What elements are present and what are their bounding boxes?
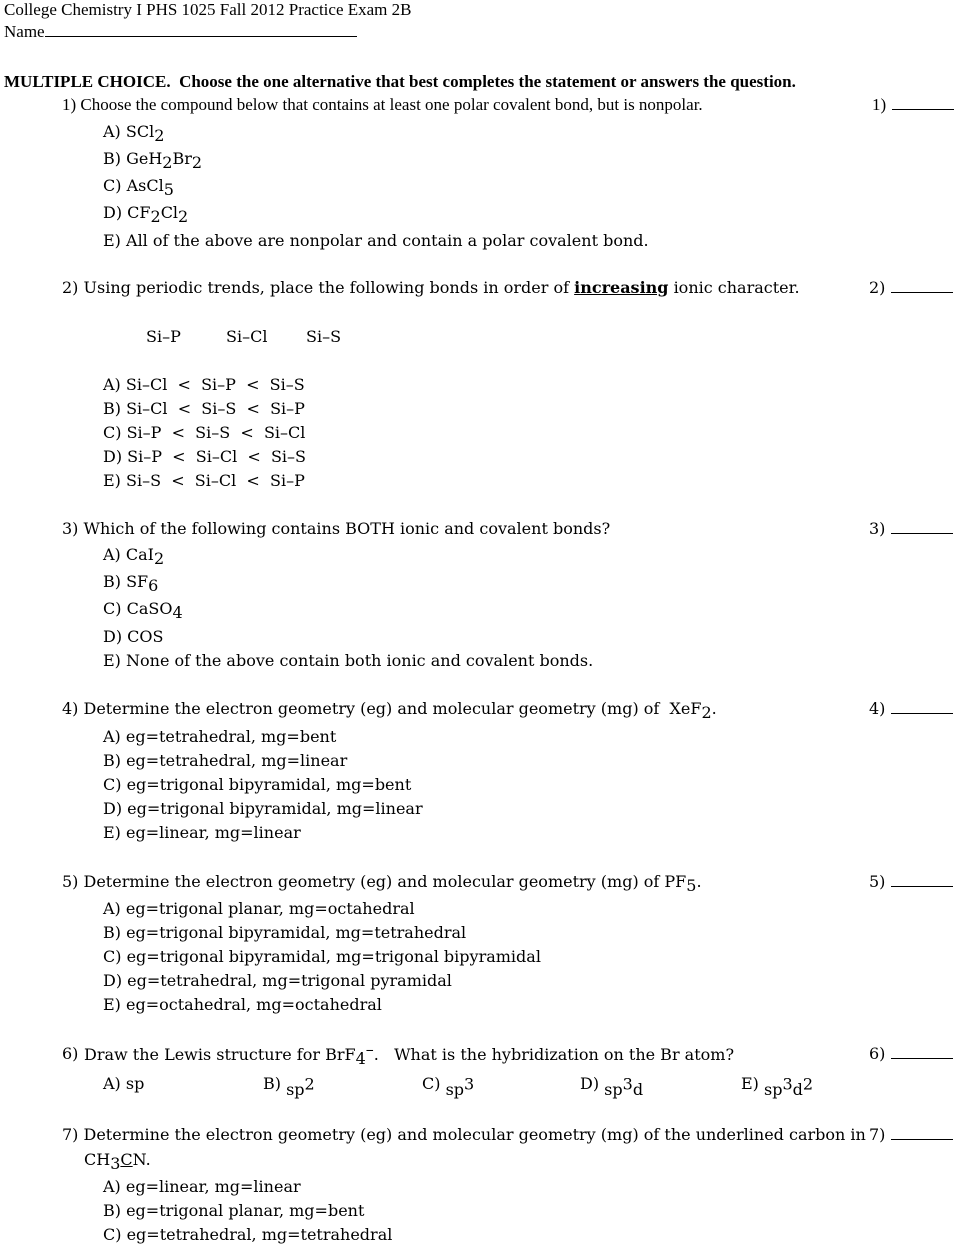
q7-underlined-carbon: C (120, 1150, 133, 1169)
q7-choice-a: A) eg=linear, mg=linear (103, 1177, 301, 1196)
q1-choice-e: E) All of the above are nonpolar and contain a polar covalent bond. (103, 231, 649, 250)
q4-answer-blank[interactable] (869, 699, 953, 718)
q7-formula: CH3CN. (84, 1150, 151, 1173)
instructions (4, 72, 796, 92)
q4-stem: 4) Determine the electron geometry (eg) and molecular geometry (mg) of XeF2. (62, 699, 717, 722)
q7-choice-c: C) eg=tetrahedral, mg=tetrahedral (103, 1225, 393, 1244)
exam-title: College Chemistry I PHS 1025 Fall 2012 Practice Exam 2B (4, 0, 412, 19)
q2-choice-a: A) Si–Cl < Si–P < Si–S (103, 375, 305, 394)
q4-choice-b: B) eg=tetrahedral, mg=linear (103, 751, 348, 770)
q2-choice-c: C) Si–P < Si–S < Si–Cl (103, 423, 306, 442)
q7-blank-line[interactable] (891, 1139, 953, 1140)
q6-stem: Draw the Lewis structure for BrF4–. What is the hybridization on the Br atom? (84, 1039, 735, 1068)
q2-emphasis: increasing (574, 278, 669, 297)
q4-choice-a: A) eg=tetrahedral, mg=bent (103, 727, 337, 746)
q6-answer-blank[interactable] (869, 1044, 953, 1063)
name-label: Name (4, 22, 45, 41)
q4-blank-line[interactable] (891, 713, 953, 714)
q6-number-label: 6) (62, 1044, 79, 1063)
q3-choice-e: E) None of the above contain both ionic and covalent bonds. (103, 651, 594, 670)
q5-answer-blank[interactable] (869, 872, 953, 891)
q1-answer-blank[interactable] (872, 95, 954, 115)
q7-answer-blank[interactable] (869, 1125, 953, 1144)
q5-stem: 5) Determine the electron geometry (eg) and molecular geometry (mg) of PF5. (62, 872, 702, 895)
q2-stem: 2) Using periodic trends, place the following bonds in order of increasing ionic character. (62, 278, 800, 297)
q6-number: 6) (869, 1044, 886, 1063)
q2-bond-2: Si–Cl (226, 327, 268, 346)
q2-blank-line[interactable] (891, 292, 953, 293)
q1-choice-b: B) GeH2Br2 (103, 149, 203, 172)
q4-choice-c: C) eg=trigonal bipyramidal, mg=bent (103, 775, 412, 794)
q4-choice-e: E) eg=linear, mg=linear (103, 823, 301, 842)
q5-choice-b: B) eg=trigonal bipyramidal, mg=tetrahedral (103, 923, 467, 942)
q1-choice-d: D) CF2Cl2 (103, 203, 189, 226)
q2-number: 2) (869, 278, 886, 297)
q3-choice-b: B) SF6 (103, 572, 159, 595)
q7-choice-b: B) eg=trigonal planar, mg=bent (103, 1201, 365, 1220)
q7-number: 7) (869, 1125, 886, 1144)
q3-number: 3) (869, 519, 886, 538)
q6-choice-a: A) sp (103, 1074, 145, 1093)
q1-choice-a: A) SCl2 (103, 122, 165, 145)
q2-answer-blank[interactable] (869, 278, 953, 297)
q6-blank-line[interactable] (891, 1058, 953, 1059)
q6-choice-c: C) sp3 (422, 1074, 475, 1099)
q1-choice-c: C) AsCl5 (103, 176, 174, 199)
q3-answer-blank[interactable] (869, 519, 953, 538)
q6-choice-d: D) sp3d (580, 1074, 644, 1099)
q5-choice-c: C) eg=trigonal bipyramidal, mg=trigonal bipyramidal (103, 947, 541, 966)
q3-stem: 3) Which of the following contains BOTH ionic and covalent bonds? (62, 519, 611, 538)
q2-choice-e: E) Si–S < Si–Cl < Si–P (103, 471, 305, 490)
q1-stem: 1) Choose the compound below that contains at least one polar covalent bond, but is nonpolar. (62, 95, 703, 114)
instructions-text: Choose the one alternative that best completes the statement or answers the question. (179, 72, 796, 91)
q5-choice-a: A) eg=trigonal planar, mg=octahedral (103, 899, 415, 918)
name-blank[interactable] (45, 36, 357, 37)
q2-choice-b: B) Si–Cl < Si–S < Si–P (103, 399, 305, 418)
q5-blank-line[interactable] (891, 886, 953, 887)
q3-choice-d: D) COS (103, 627, 164, 646)
q5-choice-d: D) eg=tetrahedral, mg=trigonal pyramidal (103, 971, 452, 990)
q5-number: 5) (869, 872, 886, 891)
q5-choice-e: E) eg=octahedral, mg=octahedral (103, 995, 382, 1014)
q1-number: 1) (872, 95, 887, 114)
q7-stem: 7) Determine the electron geometry (eg) and molecular geometry (mg) of the underlined carbon in (62, 1125, 866, 1144)
q2-choice-d: D) Si–P < Si–Cl < Si–S (103, 447, 306, 466)
q3-choice-c: C) CaSO4 (103, 599, 183, 622)
q2-bond-list (146, 327, 341, 346)
q6-choice-b: B) sp2 (263, 1074, 315, 1099)
q1-blank-line[interactable] (892, 109, 954, 110)
q3-blank-line[interactable] (891, 533, 953, 534)
instructions-heading: MULTIPLE CHOICE. (4, 72, 171, 91)
q2-bond-3: Si–S (306, 327, 342, 346)
q4-number: 4) (869, 699, 886, 718)
q3-choice-a: A) CaI2 (103, 545, 165, 568)
name-field[interactable] (4, 22, 357, 42)
q4-choice-d: D) eg=trigonal bipyramidal, mg=linear (103, 799, 423, 818)
q6-choice-e: E) sp3d2 (741, 1074, 814, 1099)
q2-bond-1: Si–P (146, 327, 181, 346)
